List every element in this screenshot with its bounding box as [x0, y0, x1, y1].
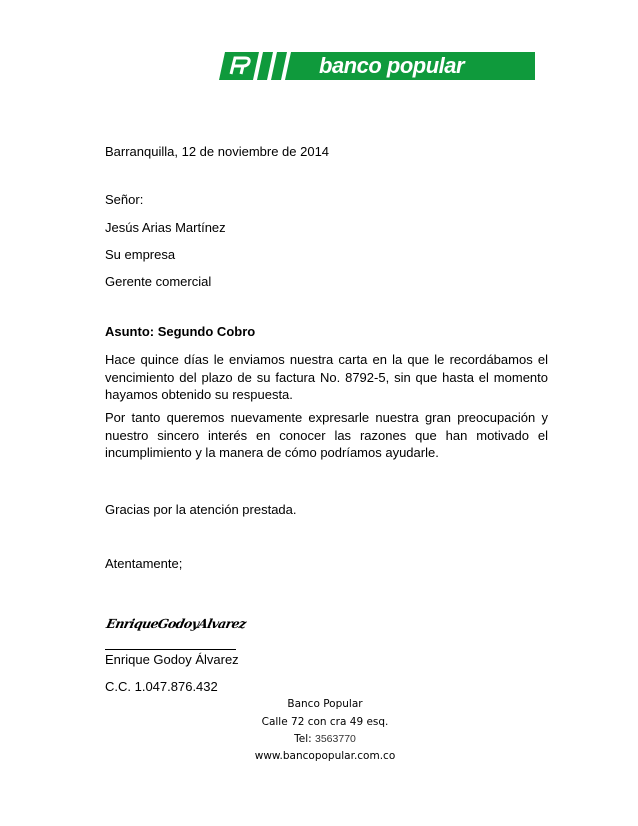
footer-address: Calle 72 con cra 49 esq. [261, 716, 389, 728]
thanks-line: Gracias por la atención prestada. [105, 502, 297, 517]
footer-company: Banco Popular [287, 698, 363, 710]
footer-website[interactable]: www.bancopopular.com.co [254, 750, 396, 762]
recipient-name: Jesús Arias Martínez [105, 220, 226, 235]
signature-line [105, 649, 236, 650]
closing-line: Atentamente; [105, 556, 183, 571]
salutation: Señor: [105, 192, 144, 207]
footer-phone [200, 731, 450, 748]
footer-phone-label: Tel: [294, 733, 315, 745]
signer-name: Enrique Godoy Álvarez [105, 652, 239, 667]
footer-phone-number: 3563770 [315, 733, 356, 745]
paragraph-1: Hace quince días le enviamos nuestra carta en la que le recordábamos el vencimiento del plazo de su factura No. 8792-5, sin que hasta el momento hayamos obtenido su respuesta. [105, 352, 548, 402]
logo-text: banco popular [319, 53, 465, 78]
recipient-company: Su empresa [105, 247, 176, 262]
banco-popular-logo [219, 52, 535, 80]
signer-id: C.C. 1.047.876.432 [105, 679, 218, 694]
subject-line: Asunto: Segundo Cobro [105, 324, 256, 339]
handwritten-signature: EnriqueGodoyAlvarez [105, 616, 248, 631]
place-date: Barranquilla, 12 de noviembre de 2014 [105, 144, 330, 159]
paragraph-2: Por tanto queremos nuevamente expresarle nuestra gran preocupación y nuestro sincero interés en conocer las razones que han motivado el incumplimiento y la manera de cómo podríamos ayudarle. [105, 410, 548, 460]
recipient-title: Gerente comercial [105, 274, 212, 289]
